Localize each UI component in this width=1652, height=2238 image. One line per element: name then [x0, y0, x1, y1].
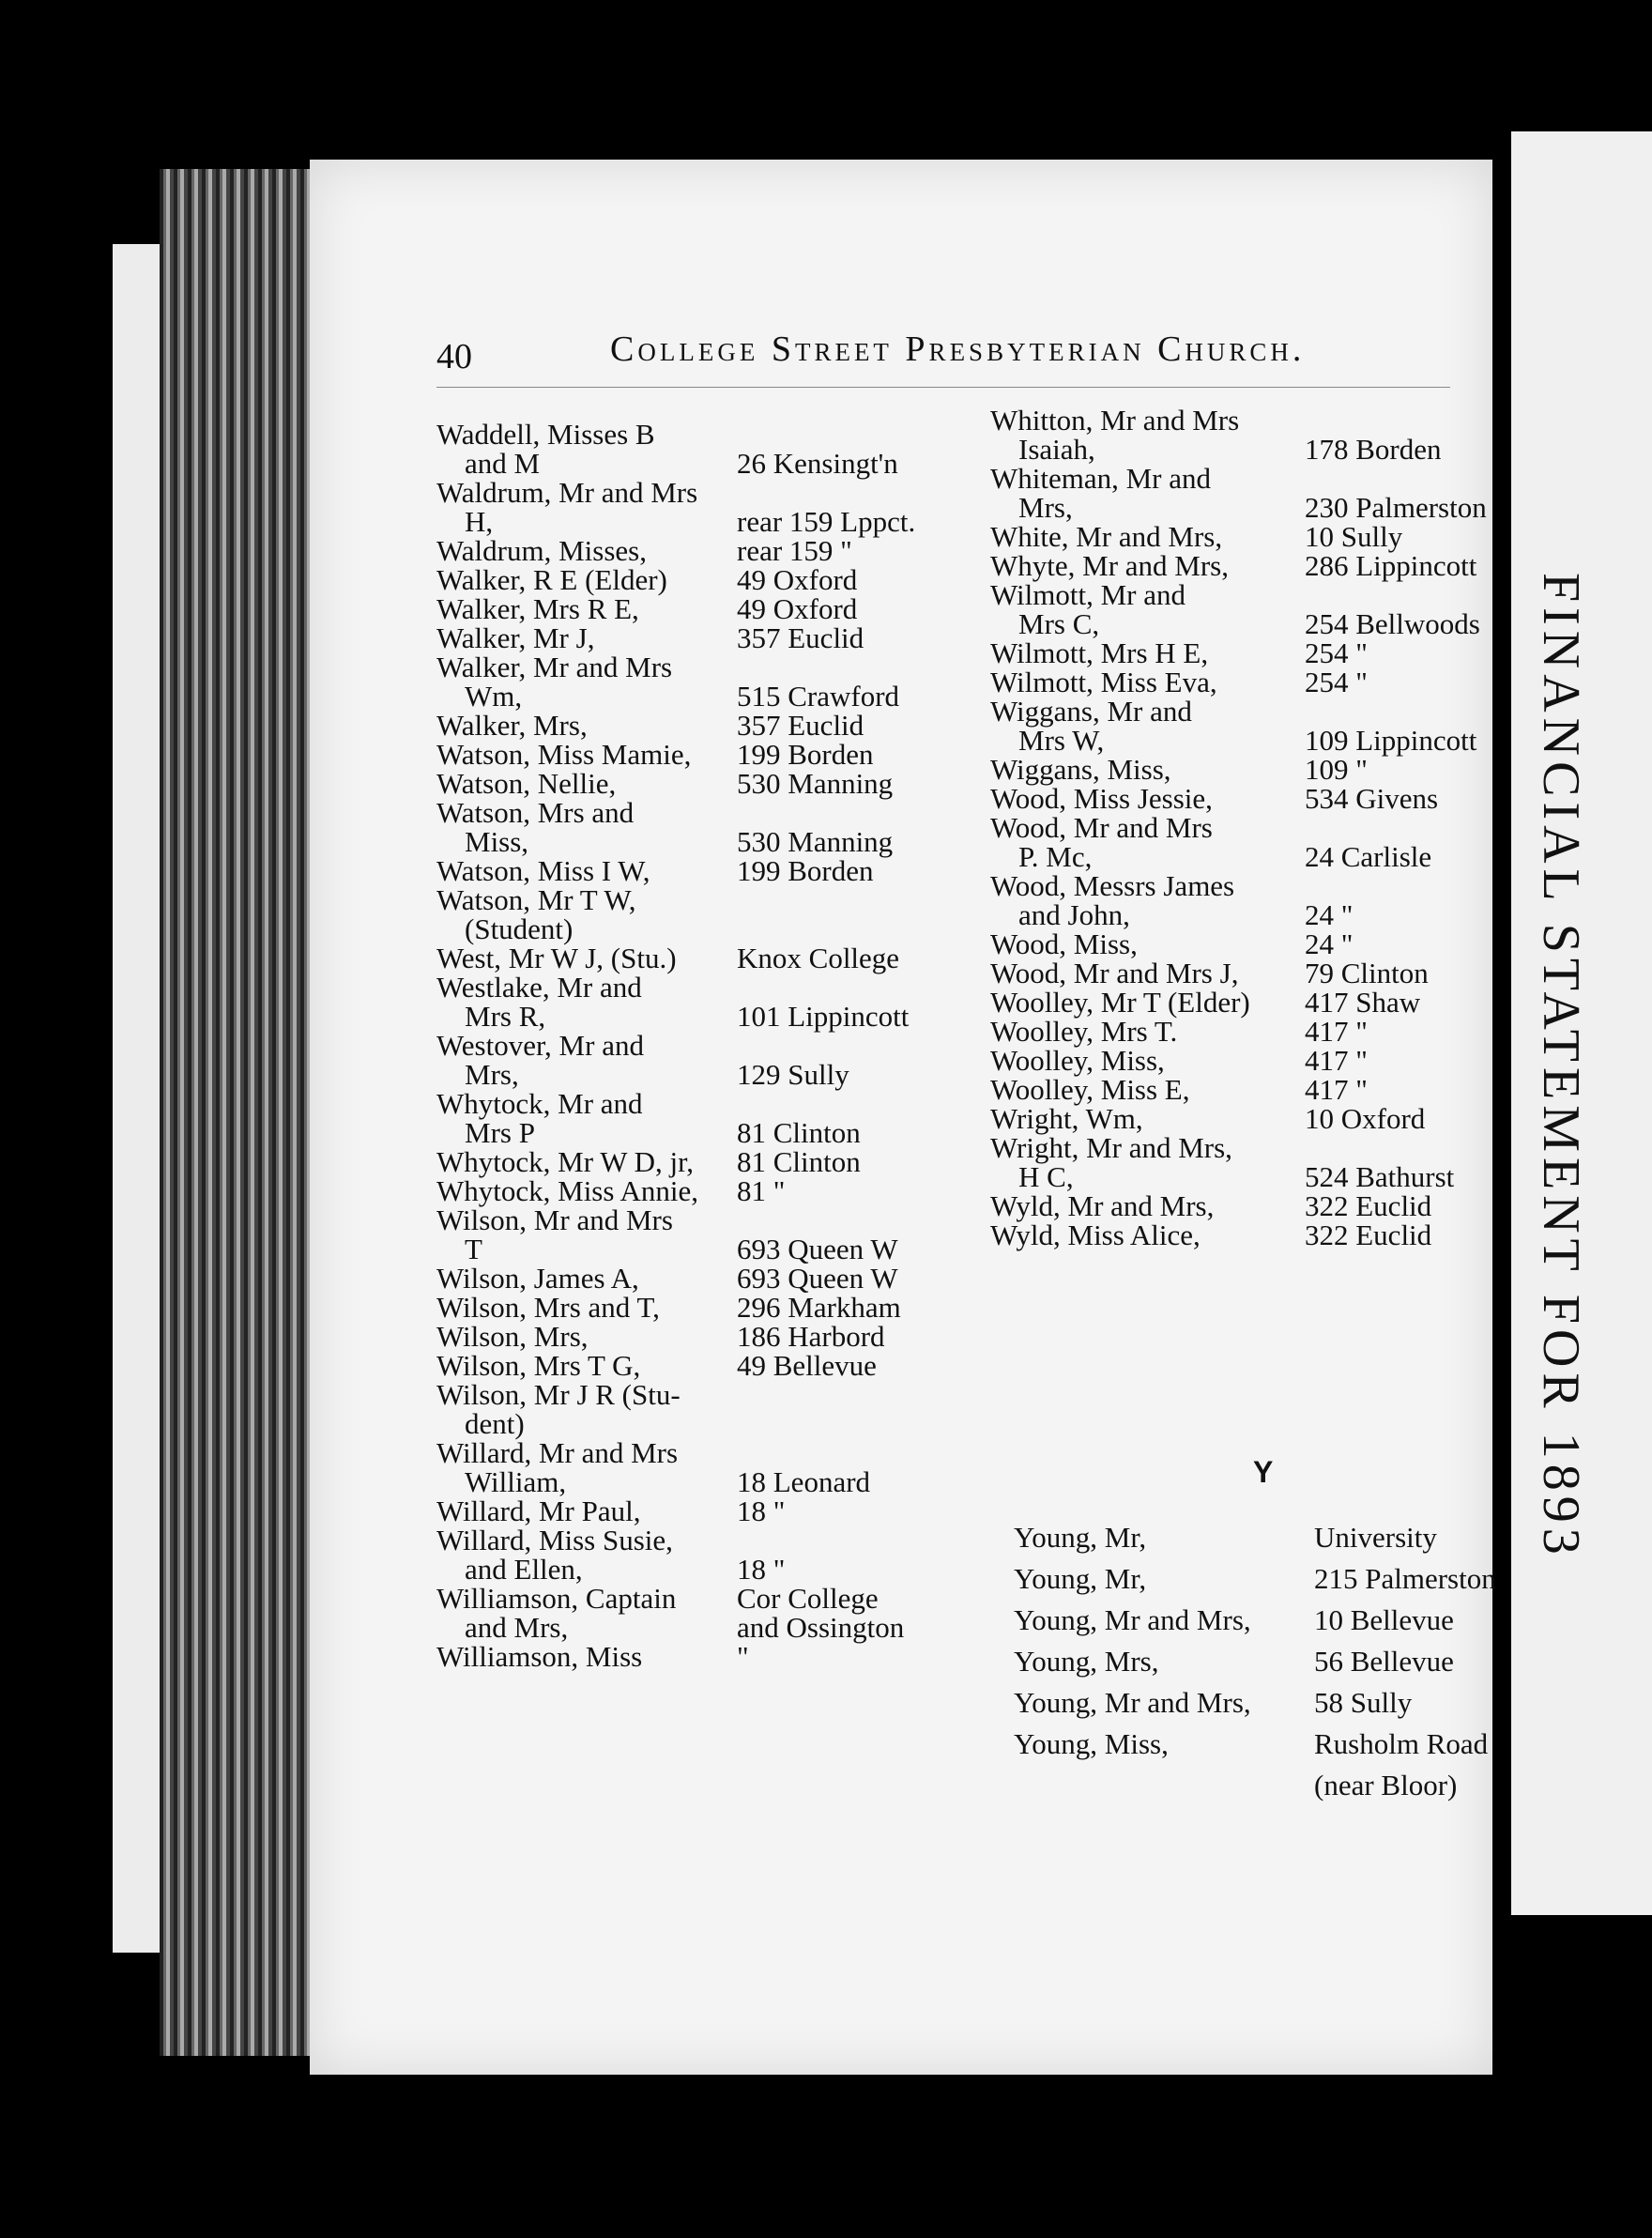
entry-address-continued: and Ossington	[737, 1611, 905, 1644]
entry-address: 58 Sully	[1314, 1686, 1413, 1719]
entry-name: Wilmott, Miss Eva,	[990, 666, 1217, 698]
entry-name: Wood, Miss,	[990, 927, 1138, 960]
entry-address: 286 Lippincott	[1305, 549, 1477, 582]
entry-address: 81 Clinton	[737, 1145, 861, 1178]
entry-address: Rusholm Road	[1314, 1727, 1489, 1760]
entry-address: 186 Harbord	[737, 1320, 885, 1353]
entry-address: 109 Lippincott	[1305, 724, 1477, 757]
entry-address: 417 Shaw	[1305, 986, 1421, 1019]
entry-name: Whytock, Miss Annie,	[436, 1174, 698, 1207]
entry-name: Walker, Mr J,	[436, 621, 595, 654]
entry-name: Wilson, Mr and Mrs	[436, 1203, 673, 1236]
entry-name: Woolley, Mrs T.	[990, 1015, 1178, 1048]
entry-name-continued: Mrs P	[465, 1116, 535, 1149]
entry-name: Wilson, Mrs and T,	[436, 1291, 660, 1324]
entry-name: Wilson, James A,	[436, 1262, 639, 1295]
entry-name: Wyld, Mr and Mrs,	[990, 1189, 1215, 1222]
entry-name-continued: H,	[465, 505, 494, 538]
entry-name: Woolley, Miss E,	[990, 1073, 1190, 1106]
entry-name: Wood, Mr and Mrs	[990, 811, 1213, 844]
entry-address: 530 Manning	[737, 767, 894, 800]
entry-name-continued: William,	[465, 1465, 567, 1498]
entry-name: Williamson, Miss	[436, 1640, 643, 1673]
entry-address: 49 Oxford	[737, 592, 858, 625]
entry-address: 199 Borden	[737, 738, 874, 771]
entry-name: Williamson, Captain	[436, 1582, 677, 1615]
entry-address: 524 Bathurst	[1305, 1160, 1455, 1193]
entry-address: 322 Euclid	[1305, 1189, 1432, 1222]
header-rule	[436, 387, 1450, 388]
entry-address: 24 "	[1305, 898, 1354, 931]
entry-name: Willard, Mr Paul,	[436, 1495, 641, 1527]
entry-name: Wilmott, Mrs H E,	[990, 636, 1209, 669]
entry-address: Knox College	[737, 942, 900, 974]
entry-name: Wilson, Mr J R (Stu-	[436, 1378, 681, 1411]
entry-address: 515 Crawford	[737, 680, 900, 713]
entry-name: Wilmott, Mr and	[990, 578, 1185, 611]
entry-name: Westlake, Mr and	[436, 971, 642, 1004]
entry-name: Waldrum, Misses,	[436, 534, 647, 567]
entry-name: Willard, Miss Susie,	[436, 1524, 673, 1556]
entry-address: 24 "	[1305, 927, 1354, 960]
entry-name: White, Mr and Mrs,	[990, 520, 1223, 553]
entry-address: 129 Sully	[737, 1058, 849, 1091]
entry-name: Waldrum, Mr and Mrs	[436, 476, 698, 509]
entry-name-continued: Mrs,	[465, 1058, 519, 1091]
entry-name: Wright, Mr and Mrs,	[990, 1131, 1232, 1164]
entry-name-continued: and Ellen,	[465, 1553, 583, 1586]
entry-address: 178 Borden	[1305, 433, 1442, 466]
entry-address: 10 Sully	[1305, 520, 1403, 553]
entry-name-continued: and John,	[1018, 898, 1130, 931]
entry-address: 56 Bellevue	[1314, 1645, 1454, 1678]
entry-name-continued: T	[465, 1233, 482, 1265]
entry-address: 534 Givens	[1305, 782, 1439, 815]
entry-address: 693 Queen W	[737, 1233, 898, 1265]
entry-address: 417 "	[1305, 1073, 1368, 1106]
entry-name: Whytock, Mr W D, jr,	[436, 1145, 694, 1178]
entry-name: Whyte, Mr and Mrs,	[990, 549, 1229, 582]
entry-address: 693 Queen W	[737, 1262, 898, 1295]
entry-name-continued: Mrs C,	[1018, 607, 1100, 640]
entry-name: Whytock, Mr and	[436, 1087, 643, 1120]
entry-address: Cor College	[737, 1582, 879, 1615]
entry-name: Westover, Mr and	[436, 1029, 644, 1062]
entry-name: Willard, Mr and Mrs	[436, 1436, 679, 1469]
entry-name: Woolley, Miss,	[990, 1044, 1165, 1077]
page-number: 40	[436, 337, 472, 376]
entry-address: 10 Bellevue	[1314, 1603, 1454, 1636]
section-letter: Y	[1253, 1455, 1274, 1489]
entry-name: Walker, Mr and Mrs	[436, 651, 673, 683]
entry-address: 254 Bellwoods	[1305, 607, 1480, 640]
entry-address: 417 "	[1305, 1044, 1368, 1077]
entry-name-continued: Mrs R,	[465, 1000, 546, 1033]
entry-address: University	[1314, 1521, 1437, 1554]
entry-address: rear 159 Lppct.	[737, 505, 916, 538]
facing-page-title: FINANCIAL STATEMENT FOR 1893	[1532, 573, 1590, 1560]
entry-address: 530 Manning	[737, 825, 894, 858]
entry-name: Wyld, Miss Alice,	[990, 1219, 1201, 1251]
entry-address: 10 Oxford	[1305, 1102, 1426, 1135]
entry-address-continued: (near Bloor)	[1314, 1769, 1458, 1801]
entry-address: 254 "	[1305, 666, 1368, 698]
entry-address: 49 Bellevue	[737, 1349, 877, 1382]
entry-address: 417 "	[1305, 1015, 1368, 1048]
entry-name-continued: P. Mc,	[1018, 840, 1093, 873]
entry-name: Wiggans, Mr and	[990, 695, 1192, 728]
entry-address: "	[737, 1640, 749, 1673]
entry-name: Watson, Miss I W,	[436, 854, 650, 887]
entry-name-continued: Isaiah,	[1018, 433, 1095, 466]
entry-address: 18 "	[737, 1495, 786, 1527]
entry-address: 296 Markham	[737, 1291, 901, 1324]
entry-address: 18 "	[737, 1553, 786, 1586]
entry-address: 230 Palmerston	[1305, 491, 1487, 524]
running-title: College Street Presbyterian Church.	[610, 330, 1306, 369]
entry-name: Young, Mrs,	[1014, 1645, 1159, 1678]
entry-name: Young, Mr and Mrs,	[1014, 1686, 1251, 1719]
entry-name: Whiteman, Mr and	[990, 462, 1212, 495]
entry-name-continued: H C,	[1018, 1160, 1074, 1193]
entry-name-continued: Wm,	[465, 680, 523, 713]
entry-address: 49 Oxford	[737, 563, 858, 596]
entry-name: Young, Mr,	[1014, 1521, 1147, 1554]
entry-address: 24 Carlisle	[1305, 840, 1432, 873]
entry-name: Watson, Miss Mamie,	[436, 738, 692, 771]
entry-name-continued: (Student)	[465, 912, 574, 945]
entry-name: Wilson, Mrs T G,	[436, 1349, 641, 1382]
entry-name: Watson, Mrs and	[436, 796, 635, 829]
entry-name: Wright, Wm,	[990, 1102, 1143, 1135]
entry-address: 357 Euclid	[737, 709, 864, 742]
entry-name: Wood, Miss Jessie,	[990, 782, 1213, 815]
entry-name-continued: and Mrs,	[465, 1611, 569, 1644]
entry-name-continued: Mrs,	[1018, 491, 1073, 524]
entry-address: rear 159 "	[737, 534, 852, 567]
entry-name: Watson, Mr T W,	[436, 883, 636, 916]
entry-name-continued: and M	[465, 447, 541, 480]
entry-name-continued: Miss,	[465, 825, 529, 858]
entry-address: 26 Kensingt'n	[737, 447, 898, 480]
entry-address: 81 "	[737, 1174, 786, 1207]
entry-name: Woolley, Mr T (Elder)	[990, 986, 1250, 1019]
page-edge-strip	[113, 244, 164, 1953]
entry-name: Walker, R E (Elder)	[436, 563, 667, 596]
entry-name: Whitton, Mr and Mrs	[990, 404, 1240, 437]
entry-name: Wilson, Mrs,	[436, 1320, 589, 1353]
entry-address: 357 Euclid	[737, 621, 864, 654]
entry-name: Wood, Mr and Mrs J,	[990, 957, 1239, 989]
entry-name: Young, Mr and Mrs,	[1014, 1603, 1251, 1636]
entry-address: 215 Palmerston	[1314, 1562, 1496, 1595]
entry-address: 254 "	[1305, 636, 1368, 669]
entry-name: Walker, Mrs,	[436, 709, 588, 742]
entry-name: Young, Miss,	[1014, 1727, 1169, 1760]
entry-name: West, Mr W J, (Stu.)	[436, 942, 677, 974]
entry-name: Wiggans, Miss,	[990, 753, 1171, 786]
entry-name-continued: Mrs W,	[1018, 724, 1105, 757]
entry-address: 101 Lippincott	[737, 1000, 910, 1033]
book-page-edges	[160, 169, 319, 2056]
page-header	[436, 319, 1450, 385]
entry-address: 18 Leonard	[737, 1465, 871, 1498]
entry-name-continued: dent)	[465, 1407, 525, 1440]
entry-name: Walker, Mrs R E,	[436, 592, 639, 625]
entry-address: 81 Clinton	[737, 1116, 861, 1149]
entry-name: Young, Mr,	[1014, 1562, 1147, 1595]
entry-address: 109 "	[1305, 753, 1368, 786]
entry-address: 322 Euclid	[1305, 1219, 1432, 1251]
entry-address: 79 Clinton	[1305, 957, 1429, 989]
entry-name: Waddell, Misses B	[436, 418, 655, 451]
entry-name: Wood, Messrs James	[990, 869, 1235, 902]
entry-name: Watson, Nellie,	[436, 767, 617, 800]
entry-address: 199 Borden	[737, 854, 874, 887]
